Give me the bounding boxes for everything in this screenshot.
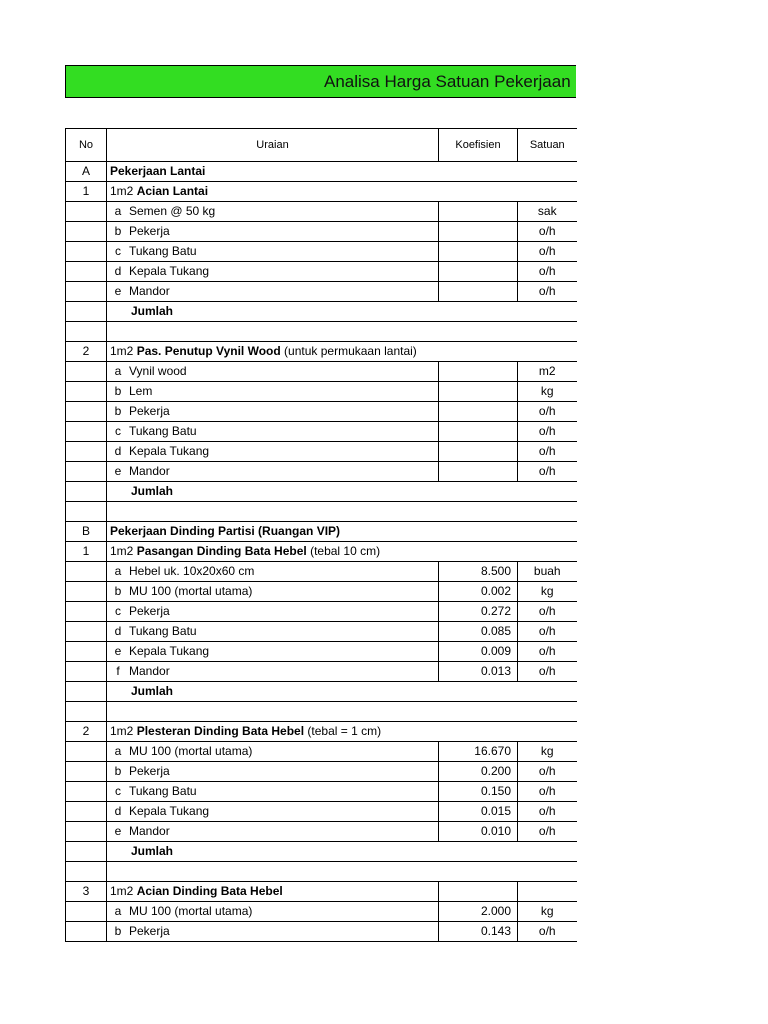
item-satuan: kg — [518, 382, 577, 402]
work-number: 1 — [66, 182, 107, 202]
item-no-empty — [66, 402, 107, 422]
item-description: Pekerja — [129, 924, 170, 938]
item-letter: b — [114, 224, 122, 238]
line-item-row — [66, 582, 577, 602]
work-prefix: 1m2 — [110, 884, 134, 898]
jumlah-row — [66, 482, 577, 502]
item-no-empty — [66, 362, 107, 382]
item-desc — [107, 822, 439, 842]
work-koef-empty — [439, 882, 518, 902]
analysis-table — [65, 128, 577, 942]
line-item-row — [66, 922, 577, 942]
item-desc — [107, 202, 439, 222]
line-item-row — [66, 202, 577, 222]
item-koefisien: 16.670 — [439, 742, 518, 762]
item-letter: e — [114, 644, 122, 658]
section-row — [66, 162, 577, 182]
work-suffix: (tebal = 1 cm) — [307, 724, 382, 738]
work-suffix: (untuk permukaan lantai) — [284, 344, 417, 358]
item-letter: d — [114, 444, 122, 458]
header-uraian: Uraian — [107, 129, 439, 162]
item-letter: c — [115, 604, 121, 618]
line-item-row — [66, 262, 577, 282]
item-description: Vynil wood — [129, 364, 187, 378]
item-satuan: kg — [518, 582, 577, 602]
item-no-empty — [66, 282, 107, 302]
line-item-row — [66, 282, 577, 302]
section-code: A — [66, 162, 107, 182]
item-letter: d — [114, 264, 122, 278]
item-satuan: o/h — [518, 602, 577, 622]
item-letter: b — [114, 764, 122, 778]
item-desc — [107, 462, 439, 482]
line-item-row — [66, 622, 577, 642]
item-description: MU 100 (mortal utama) — [129, 744, 253, 758]
jumlah-row — [66, 302, 577, 322]
item-koefisien — [439, 242, 518, 262]
item-no-empty — [66, 262, 107, 282]
section-title: Pekerjaan Dinding Partisi (Ruangan VIP) — [107, 522, 577, 542]
item-description: Pekerja — [129, 224, 170, 238]
item-description: Mandor — [129, 464, 170, 478]
item-description: Kepala Tukang — [129, 444, 210, 458]
item-letter: a — [114, 744, 122, 758]
item-description: Pekerja — [129, 764, 170, 778]
header-satuan: Satuan — [518, 129, 577, 162]
blank-no — [66, 322, 107, 342]
item-satuan: o/h — [518, 282, 577, 302]
item-desc — [107, 442, 439, 462]
jumlah-label: Jumlah — [107, 682, 577, 702]
item-satuan: o/h — [518, 262, 577, 282]
item-description: Tukang Batu — [129, 424, 197, 438]
item-desc — [107, 582, 439, 602]
line-item-row — [66, 642, 577, 662]
item-koefisien — [439, 282, 518, 302]
item-satuan: o/h — [518, 802, 577, 822]
item-no-empty — [66, 222, 107, 242]
item-koefisien: 0.272 — [439, 602, 518, 622]
work-title — [107, 722, 577, 742]
jumlah-no-empty — [66, 682, 107, 702]
line-item-row — [66, 662, 577, 682]
item-desc — [107, 562, 439, 582]
line-item-row — [66, 782, 577, 802]
item-desc — [107, 422, 439, 442]
item-description: Mandor — [129, 824, 170, 838]
item-satuan: o/h — [518, 222, 577, 242]
work-prefix: 1m2 — [110, 344, 134, 358]
item-letter: e — [114, 824, 122, 838]
item-satuan: kg — [518, 902, 577, 922]
item-koefisien — [439, 202, 518, 222]
item-desc — [107, 602, 439, 622]
work-item-row — [66, 722, 577, 742]
item-description: MU 100 (mortal utama) — [129, 584, 253, 598]
line-item-row — [66, 602, 577, 622]
line-item-row — [66, 742, 577, 762]
section-title: Pekerjaan Lantai — [107, 162, 577, 182]
item-letter: b — [114, 924, 122, 938]
item-koefisien — [439, 462, 518, 482]
item-satuan: buah — [518, 562, 577, 582]
item-koefisien — [439, 362, 518, 382]
work-number: 1 — [66, 542, 107, 562]
work-name: Plesteran Dinding Bata Hebel — [136, 724, 305, 738]
header-no: No — [66, 129, 107, 162]
item-desc — [107, 782, 439, 802]
line-item-row — [66, 242, 577, 262]
item-koefisien — [439, 402, 518, 422]
line-item-row — [66, 422, 577, 442]
jumlah-label: Jumlah — [107, 482, 577, 502]
item-description: MU 100 (mortal utama) — [129, 904, 253, 918]
item-satuan: o/h — [518, 922, 577, 942]
work-suffix: (tebal 10 cm) — [310, 544, 381, 558]
item-no-empty — [66, 422, 107, 442]
jumlah-row — [66, 682, 577, 702]
item-koefisien — [439, 262, 518, 282]
item-letter: b — [114, 404, 122, 418]
item-no-empty — [66, 642, 107, 662]
item-description: Hebel uk. 10x20x60 cm — [129, 564, 255, 578]
work-title — [107, 542, 577, 562]
jumlah-row — [66, 842, 577, 862]
item-letter: d — [114, 804, 122, 818]
item-no-empty — [66, 782, 107, 802]
blank-row — [66, 862, 577, 882]
line-item-row — [66, 762, 577, 782]
item-no-empty — [66, 382, 107, 402]
jumlah-no-empty — [66, 482, 107, 502]
item-no-empty — [66, 662, 107, 682]
item-no-empty — [66, 562, 107, 582]
item-letter: c — [115, 784, 121, 798]
blank-desc — [107, 502, 577, 522]
blank-no — [66, 702, 107, 722]
blank-no — [66, 862, 107, 882]
line-item-row — [66, 222, 577, 242]
item-koefisien: 2.000 — [439, 902, 518, 922]
item-desc — [107, 222, 439, 242]
work-name: Acian Dinding Bata Hebel — [136, 884, 283, 898]
item-desc — [107, 762, 439, 782]
item-no-empty — [66, 762, 107, 782]
item-koefisien: 0.002 — [439, 582, 518, 602]
item-satuan: o/h — [518, 442, 577, 462]
item-description: Pekerja — [129, 604, 170, 618]
item-satuan: o/h — [518, 662, 577, 682]
item-satuan: o/h — [518, 462, 577, 482]
line-item-row — [66, 402, 577, 422]
item-satuan: m2 — [518, 362, 577, 382]
item-satuan: kg — [518, 742, 577, 762]
work-title — [107, 342, 577, 362]
work-name: Pasangan Dinding Bata Hebel — [136, 544, 307, 558]
item-no-empty — [66, 922, 107, 942]
item-desc — [107, 902, 439, 922]
item-desc — [107, 622, 439, 642]
item-no-empty — [66, 742, 107, 762]
blank-no — [66, 502, 107, 522]
item-desc — [107, 662, 439, 682]
section-code: B — [66, 522, 107, 542]
header-koefisien: Koefisien — [439, 129, 518, 162]
item-description: Lem — [129, 384, 153, 398]
line-item-row — [66, 822, 577, 842]
jumlah-no-empty — [66, 842, 107, 862]
item-letter: b — [114, 384, 122, 398]
item-letter: a — [114, 204, 122, 218]
item-no-empty — [66, 802, 107, 822]
item-koefisien — [439, 382, 518, 402]
work-number: 3 — [66, 882, 107, 902]
line-item-row — [66, 902, 577, 922]
section-row — [66, 522, 577, 542]
work-title — [107, 882, 439, 902]
jumlah-label: Jumlah — [107, 842, 577, 862]
work-number: 2 — [66, 722, 107, 742]
item-no-empty — [66, 202, 107, 222]
jumlah-label: Jumlah — [107, 302, 577, 322]
line-item-row — [66, 382, 577, 402]
work-name: Acian Lantai — [136, 184, 209, 198]
line-item-row — [66, 462, 577, 482]
jumlah-no-empty — [66, 302, 107, 322]
item-koefisien — [439, 222, 518, 242]
item-desc — [107, 282, 439, 302]
item-no-empty — [66, 622, 107, 642]
item-desc — [107, 362, 439, 382]
title-banner — [65, 65, 576, 98]
item-koefisien — [439, 442, 518, 462]
item-description: Tukang Batu — [129, 244, 197, 258]
work-prefix: 1m2 — [110, 544, 134, 558]
blank-desc — [107, 702, 577, 722]
blank-row — [66, 702, 577, 722]
item-satuan: o/h — [518, 642, 577, 662]
item-letter: e — [114, 284, 122, 298]
item-letter: a — [114, 904, 122, 918]
item-satuan: o/h — [518, 622, 577, 642]
item-letter: e — [114, 464, 122, 478]
item-no-empty — [66, 602, 107, 622]
blank-desc — [107, 322, 577, 342]
item-description: Pekerja — [129, 404, 170, 418]
item-desc — [107, 382, 439, 402]
work-prefix: 1m2 — [110, 724, 134, 738]
item-description: Tukang Batu — [129, 624, 197, 638]
item-description: Mandor — [129, 284, 170, 298]
line-item-row — [66, 802, 577, 822]
item-description: Mandor — [129, 664, 170, 678]
work-name: Pas. Penutup Vynil Wood — [136, 344, 281, 358]
item-desc — [107, 742, 439, 762]
item-koefisien: 8.500 — [439, 562, 518, 582]
item-letter: d — [114, 624, 122, 638]
item-description: Kepala Tukang — [129, 644, 210, 658]
item-desc — [107, 922, 439, 942]
item-koefisien — [439, 422, 518, 442]
item-desc — [107, 402, 439, 422]
item-description: Kepala Tukang — [129, 264, 210, 278]
blank-row — [66, 322, 577, 342]
item-satuan: o/h — [518, 782, 577, 802]
page-title: Analisa Harga Satuan Pekerjaan — [324, 72, 571, 91]
header-row — [66, 129, 577, 162]
item-desc — [107, 642, 439, 662]
line-item-row — [66, 562, 577, 582]
item-satuan: o/h — [518, 422, 577, 442]
item-no-empty — [66, 462, 107, 482]
item-desc — [107, 242, 439, 262]
item-satuan: sak — [518, 202, 577, 222]
item-no-empty — [66, 442, 107, 462]
item-letter: c — [115, 424, 121, 438]
item-koefisien: 0.009 — [439, 642, 518, 662]
item-no-empty — [66, 242, 107, 262]
item-koefisien: 0.085 — [439, 622, 518, 642]
work-item-row — [66, 542, 577, 562]
item-satuan: o/h — [518, 762, 577, 782]
work-item-row — [66, 882, 577, 902]
item-letter: f — [116, 664, 120, 678]
blank-desc — [107, 862, 577, 882]
blank-row — [66, 502, 577, 522]
item-koefisien: 0.013 — [439, 662, 518, 682]
item-satuan: o/h — [518, 402, 577, 422]
work-item-row — [66, 342, 577, 362]
item-koefisien: 0.015 — [439, 802, 518, 822]
item-letter: a — [114, 364, 122, 378]
item-satuan: o/h — [518, 822, 577, 842]
item-letter: c — [115, 244, 121, 258]
item-koefisien: 0.150 — [439, 782, 518, 802]
item-no-empty — [66, 582, 107, 602]
item-description: Kepala Tukang — [129, 804, 210, 818]
item-desc — [107, 262, 439, 282]
item-koefisien: 0.200 — [439, 762, 518, 782]
item-description: Tukang Batu — [129, 784, 197, 798]
work-sat-empty — [518, 882, 577, 902]
work-title — [107, 182, 577, 202]
item-koefisien: 0.010 — [439, 822, 518, 842]
line-item-row — [66, 442, 577, 462]
item-desc — [107, 802, 439, 822]
work-item-row — [66, 182, 577, 202]
work-prefix: 1m2 — [110, 184, 134, 198]
item-no-empty — [66, 822, 107, 842]
work-number: 2 — [66, 342, 107, 362]
line-item-row — [66, 362, 577, 382]
item-description: Semen @ 50 kg — [129, 204, 216, 218]
item-no-empty — [66, 902, 107, 922]
item-letter: a — [114, 564, 122, 578]
item-satuan: o/h — [518, 242, 577, 262]
item-letter: b — [114, 584, 122, 598]
item-koefisien: 0.143 — [439, 922, 518, 942]
